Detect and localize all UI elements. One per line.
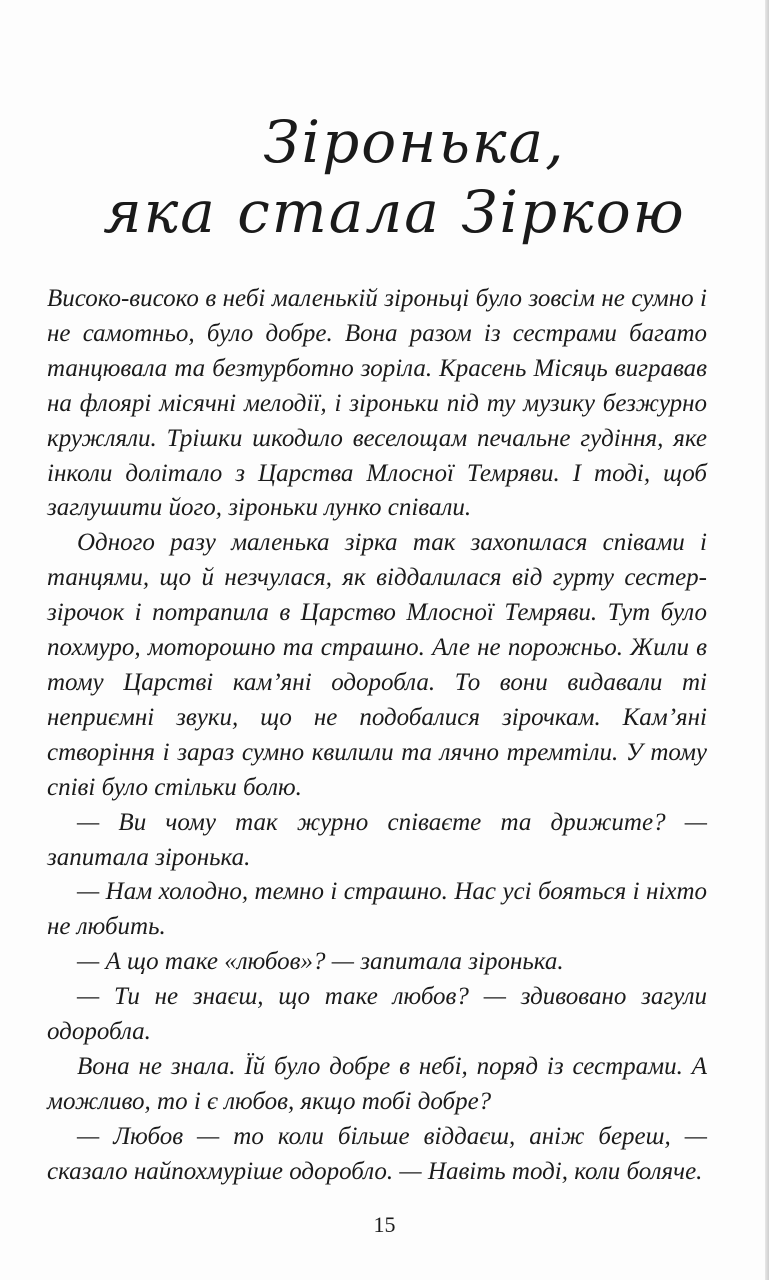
page-number: 15 xyxy=(373,1212,396,1237)
paragraph: Високо-високо в небі маленькій зіроньці було зовсім не сумно і не самотньо, було добре. Вона разом із сестрами багато танцювала та безтурботно зоріла. Красень Місяць вигравав на флоярі місячні мелодії, і зіроньки під ту музику безжурно кружляли. Трішки шкодило веселощам печальне гудіння, яке інколи долітало з Царства Млосної Темряви. І тоді, щоб заглушити його, зіроньки лунко співали. xyxy=(47,285,707,522)
dialogue-line: — Ви чому так журно співаєте та дрижите? — запитала зіронька. xyxy=(47,808,707,871)
dialogue-line: — А що таке «любов»? — запитала зіронька. xyxy=(77,948,564,976)
dialogue-line: — Любов — то коли більше віддаєш, аніж береш, — сказало найпохмуріше одоробло. — Навіть тоді, коли боляче. xyxy=(47,1122,707,1185)
dialogue-line: — Нам холодно, темно і страшно. Нас усі бояться і ніхто не любить. xyxy=(47,878,707,941)
chapter-body xyxy=(47,282,707,1190)
chapter-title-line-1: Зіронька, xyxy=(263,108,566,176)
paragraph: Одного разу маленька зірка так захопилася співами і танцями, що й незчулася, як віддалилася від гурту сестер-зірочок і потрапила в Царство Млосної Темряви. Тут було похмуро, моторошно та страшно. Але не порожньо. Жили в тому Царстві кам’яні одоробла. То вони видавали ті неприємні звуки, що не подобалися зірочкам. Кам’яні створіння і зараз сумно квилили та лячно тремтіли. У тому співі було стільки болю. xyxy=(47,529,707,801)
chapter-title-line-2: яка стала Зіркою xyxy=(103,178,686,246)
dialogue-line: — Ти не знаєш, що таке любов? — здивовано загули одоробла. xyxy=(47,983,707,1046)
paragraph: Вона не знала. Їй було добре в небі, поряд із сестрами. А можливо, то і є любов, якщо тобі добре? xyxy=(47,1052,707,1115)
